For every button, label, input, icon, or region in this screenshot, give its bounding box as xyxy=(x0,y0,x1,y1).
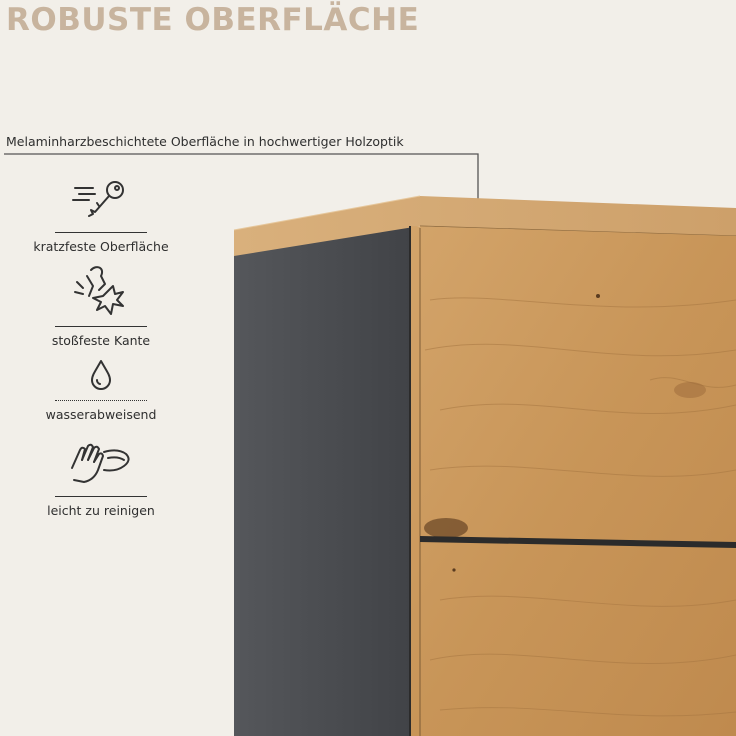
impact-burst-icon xyxy=(16,262,186,322)
feature-divider xyxy=(55,400,147,401)
feature-divider xyxy=(55,496,147,497)
surface-description: Melaminharzbeschichtete Oberfläche in hochwertiger Holzoptik xyxy=(6,134,404,149)
feature-label: stoßfeste Kante xyxy=(51,333,151,348)
feature-divider xyxy=(55,326,147,327)
key-scratch-icon xyxy=(16,176,186,228)
feature-label: kratzfeste Oberfläche xyxy=(33,239,169,254)
cabinet-side-panel xyxy=(234,226,410,736)
feature-divider xyxy=(55,232,147,233)
feature-label: wasserabweisend xyxy=(45,407,157,422)
feature-scratch-resistant xyxy=(16,176,186,254)
wood-knot xyxy=(424,518,468,538)
wiping-hand-icon xyxy=(16,440,186,492)
feature-water-repellent xyxy=(16,358,186,422)
feature-easy-clean xyxy=(16,440,186,518)
feature-impact-resistant xyxy=(16,262,186,348)
feature-label: leicht zu reinigen xyxy=(47,503,155,518)
page-title: ROBUSTE OBERFLÄCHE xyxy=(6,2,420,38)
water-drop-icon xyxy=(16,358,186,396)
